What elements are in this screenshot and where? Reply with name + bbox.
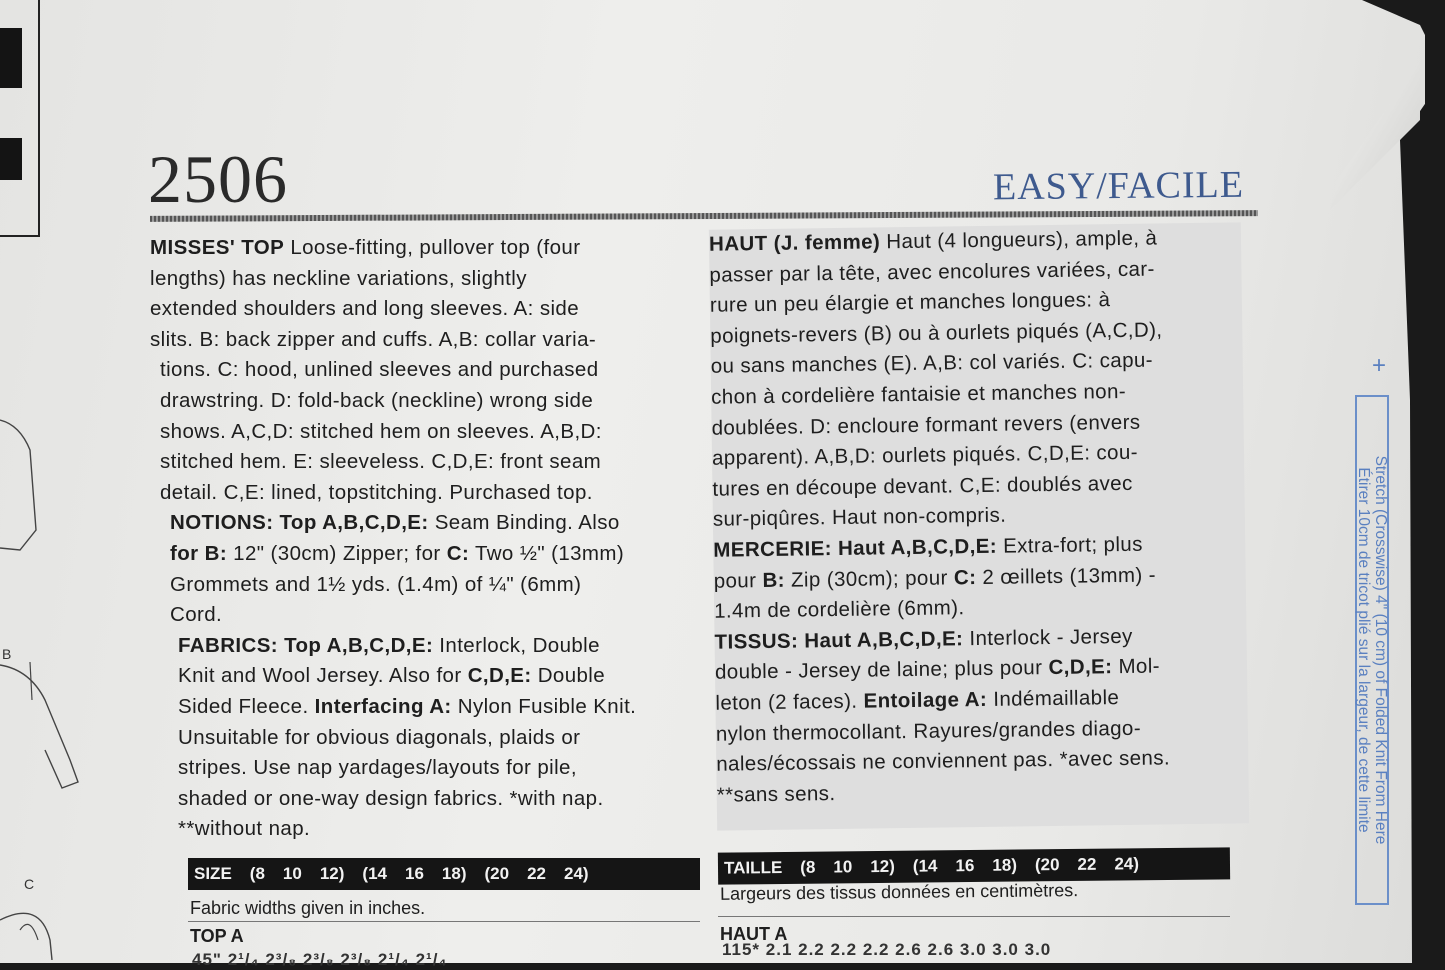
size-header-english — [188, 858, 700, 890]
table-rule-english — [188, 921, 700, 922]
french-title: HAUT (J. femme) — [708, 230, 881, 256]
french-description-line: poignets-revers (B) ou à ourlets piqués (A,C,D), — [710, 318, 1163, 348]
size-header-french — [718, 847, 1230, 884]
french-description-line: apparent). A,B,D: ourlets piqués. C,D,E: cou- — [711, 440, 1139, 470]
french-description-line: passer par la tête, avec encolures variées, car- — [709, 257, 1155, 287]
size-cell: (20 — [1034, 855, 1060, 875]
french-description-line: doublées. D: encloure formant revers (envers — [711, 410, 1141, 440]
fabrics-line: **without nap. — [178, 817, 311, 841]
fabrics-line: FABRICS: Top A,B,C,D,E: Interlock, Double — [178, 633, 600, 657]
size-cell: 10 — [833, 857, 853, 877]
tissus-line: nylon thermocollant. Rayures/grandes diago- — [715, 716, 1142, 746]
fabric-widths-note-french: Largeurs des tissus données en centimètres. — [719, 880, 1079, 904]
english-description-line: lengths) has neckline variations, slightly — [150, 266, 527, 290]
logo-block-bottom — [0, 138, 22, 180]
tissus-line: nales/écossais ne conviennent pas. *avec sens. — [716, 746, 1171, 776]
english-column — [150, 233, 698, 845]
view-b-label: B — [2, 646, 12, 662]
notions-line: Grommets and 1½ yds. (1.4m) of ¼" (6mm) — [170, 572, 582, 596]
mercerie-line: pour B: Zip (30cm); pour C: 2 œillets (13mm) - — [713, 563, 1157, 593]
garment-sketches — [0, 400, 140, 960]
size-cell: (20 — [484, 864, 510, 883]
stretch-gauge-line: Étirer 10cm de tricot plié sur la largeur, de cette limite — [1355, 467, 1372, 833]
tissus-line: TISSUS: Haut A,B,C,D,E: Interlock - Jersey — [714, 624, 1133, 654]
english-description-line: shows. A,C,D: stitched hem on sleeves. A,B,D: — [160, 419, 602, 443]
english-description-line: drawstring. D: fold-back (neckline) wrong side — [160, 388, 594, 412]
mercerie-line: MERCERIE: Haut A,B,C,D,E: Extra-fort; plus — [713, 532, 1143, 562]
tissus-line: leton (2 faces). Entoilage A: Indémaillable — [715, 685, 1120, 715]
english-description-line: stitched hem. E: sleeveless. C,D,E: front seam — [160, 450, 602, 474]
size-cell: 18) — [441, 864, 467, 883]
french-description-line: HAUT (J. femme) Haut (4 longueurs), ample, à — [708, 226, 1158, 256]
french-column — [709, 222, 1249, 831]
mercerie-line: 1.4m de cordelière (6mm). — [713, 596, 965, 623]
french-description-line: chon à cordelière fantaisie et manches non- — [711, 379, 1127, 409]
yardage-row-french: 115* 2.1 2.2 2.2 2.2 2.6 2.6 3.0 3.0 3.0 — [722, 940, 1052, 959]
view-label-french: HAUT A — [720, 924, 788, 944]
pattern-number: 2506 — [148, 141, 288, 217]
fabrics-line: Unsuitable for obvious diagonals, plaids or — [178, 725, 581, 749]
size-cell: 12) — [319, 864, 345, 883]
english-title: MISSES' TOP — [150, 236, 285, 259]
english-description-line: detail. C,E: lined, topstitching. Purchased top. — [160, 480, 593, 504]
size-cell: TAILLE — [723, 858, 783, 878]
size-cell: (14 — [362, 864, 387, 883]
size-cell: 18) — [992, 855, 1018, 875]
notions-line: Cord. — [170, 603, 223, 627]
size-cell: (8 — [800, 857, 816, 877]
notions-line: NOTIONS: Top A,B,C,D,E: Seam Binding. Also — [170, 511, 620, 535]
view-label-english: TOP A — [190, 926, 244, 946]
size-cell: 16 — [955, 855, 975, 876]
view-c-label: C — [24, 876, 35, 892]
size-cell: 10 — [282, 864, 302, 883]
fabric-widths-note-english: Fabric widths given in inches. — [190, 898, 426, 918]
english-description-line: tions. C: hood, unlined sleeves and purchased — [160, 358, 599, 382]
notions-line: for B: 12" (30cm) Zipper; for C: Two ½" (13mm) — [170, 541, 625, 565]
table-rule-french — [718, 916, 1230, 917]
stretch-gauge-text — [1355, 410, 1389, 890]
english-description-line: extended shoulders and long sleeves. A: side — [150, 297, 580, 321]
size-cell: 12) — [870, 856, 895, 877]
gauge-tick-icon: + — [1372, 352, 1387, 379]
size-cell: 22 — [1077, 854, 1097, 874]
fabrics-line: Sided Fleece. Interfacing A: Nylon Fusible Knit. — [178, 694, 637, 718]
size-cell: 16 — [405, 864, 424, 883]
size-cell: 24) — [1114, 854, 1140, 874]
tissus-line: double - Jersey de laine; plus pour C,D,E: Mol- — [714, 654, 1161, 685]
french-description-line: tures en découpe devant. C,E: doublés avec — [712, 471, 1133, 501]
size-cell: 24) — [564, 864, 589, 883]
size-cell: 22 — [527, 864, 546, 883]
yardage-row-english: 45" 2¹/₄ 2³/₈ 2³/₈ 2³/₈ 2¹/₄ 2¹/₄ — [192, 950, 448, 969]
french-description-line: ou sans manches (E). A,B: col variés. C: capu- — [710, 348, 1154, 379]
fabrics-line: Knit and Wool Jersey. Also for C,D,E: Double — [178, 664, 606, 688]
english-description-line: slits. B: back zipper and cuffs. A,B: collar varia- — [150, 327, 597, 351]
size-cell: SIZE — [194, 864, 232, 883]
french-description-line: rure un peu élargie et manches longues: à — [709, 288, 1111, 317]
fabrics-line: stripes. Use nap yardages/layouts for pile, — [178, 756, 577, 780]
stretch-gauge-line: Stretch (Crosswise) 4" (10 cm) of Folded Knit From Here — [1372, 455, 1389, 845]
size-cell: (8 — [249, 864, 265, 883]
size-cell: (14 — [912, 856, 938, 876]
difficulty-label: EASY/FACILE — [992, 163, 1245, 209]
french-description-line: sur-piqûres. Haut non-compris. — [712, 503, 1007, 532]
logo-block-top — [0, 28, 22, 88]
fabrics-line: shaded or one-way design fabrics. *with nap. — [178, 786, 604, 810]
english-description-line: MISSES' TOP Loose-fitting, pullover top (four — [150, 236, 581, 259]
tissus-line: **sans sens. — [716, 781, 836, 807]
